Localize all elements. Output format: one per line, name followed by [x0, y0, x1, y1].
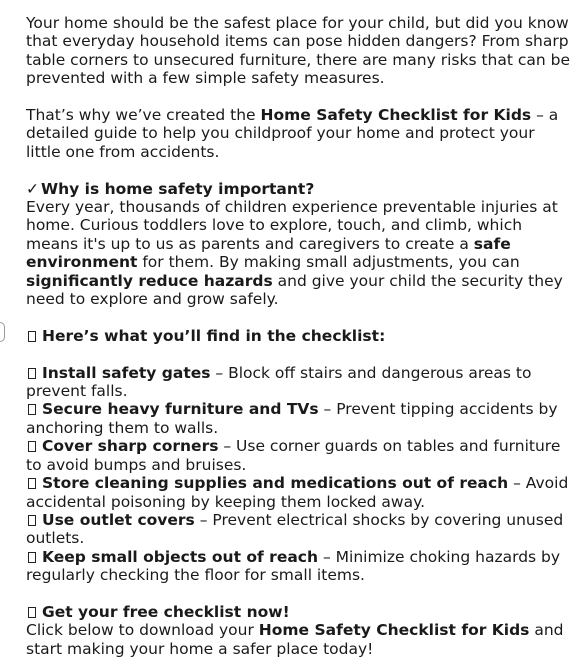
checklist-items	[26, 364, 571, 585]
list-item: Cover sharp corners – Use corner guards on tables and furniture to avoid bumps and bruises.	[26, 437, 561, 474]
checklist-intro-paragraph: That’s why we’ve created the Home Safety Checklist for Kids – a detailed guide to help you childproof your home and protect your little one from accidents.	[26, 106, 559, 161]
safe-environment-text: safe environment	[26, 234, 511, 272]
list-item: Keep small objects out of reach – Minimize choking hazards by regularly checking the floor for small items.	[26, 547, 561, 585]
intro-paragraph: Your home should be the safest place for your child, but did you know that everyday household items can pose hidden dangers? From sharp table corners to unsecured furniture, there are many risks that can be prevented with a few simple safety measures.	[26, 14, 571, 88]
bullet-box-icon	[28, 607, 36, 618]
find-heading: Here’s what you’ll find in the checklist:	[26, 327, 571, 345]
cta-paragraph: Click below to download your Home Safety Checklist for Kids and start making your home a safer place today!	[26, 621, 564, 658]
bullet-box-icon	[28, 515, 36, 526]
why-heading: ✓ Why is home safety important?	[26, 179, 315, 198]
reduce-hazards-text: significantly reduce hazards	[26, 271, 273, 290]
why-paragraph: Every year, thousands of children experience preventable injuries at home. Curious toddlers love to explore, touch, and climb, which means it's up to us as parents and caregivers to create a safe environment for them. By making small adjustments, you can significantly reduce hazards and give your child the security they need to explore and grow safely.	[26, 198, 563, 309]
list-item: Use outlet covers – Prevent electrical shocks by covering unused outlets.	[26, 510, 564, 548]
bullet-box-icon	[28, 404, 36, 415]
bullet-box-icon	[28, 331, 36, 342]
checklist-title: Home Safety Checklist for Kids	[260, 106, 532, 125]
list-item: Store cleaning supplies and medications out of reach – Avoid accidental poisoning by keeping them locked away.	[26, 474, 569, 511]
article-body	[26, 14, 571, 658]
bullet-box-icon	[28, 368, 36, 379]
list-item: Install safety gates – Block off stairs and dangerous areas to prevent falls.	[26, 363, 532, 401]
list-item: Secure heavy furniture and TVs – Prevent tipping accidents by anchoring them to walls.	[26, 400, 558, 437]
check-mark-icon: ✓	[26, 179, 39, 198]
checklist-title: Home Safety Checklist for Kids	[258, 621, 530, 640]
bullet-box-icon	[28, 478, 36, 489]
bullet-box-icon	[28, 552, 36, 563]
cta-heading: Get your free checklist now!	[26, 603, 571, 621]
page-edge-marker	[0, 322, 5, 342]
bullet-box-icon	[28, 441, 36, 452]
